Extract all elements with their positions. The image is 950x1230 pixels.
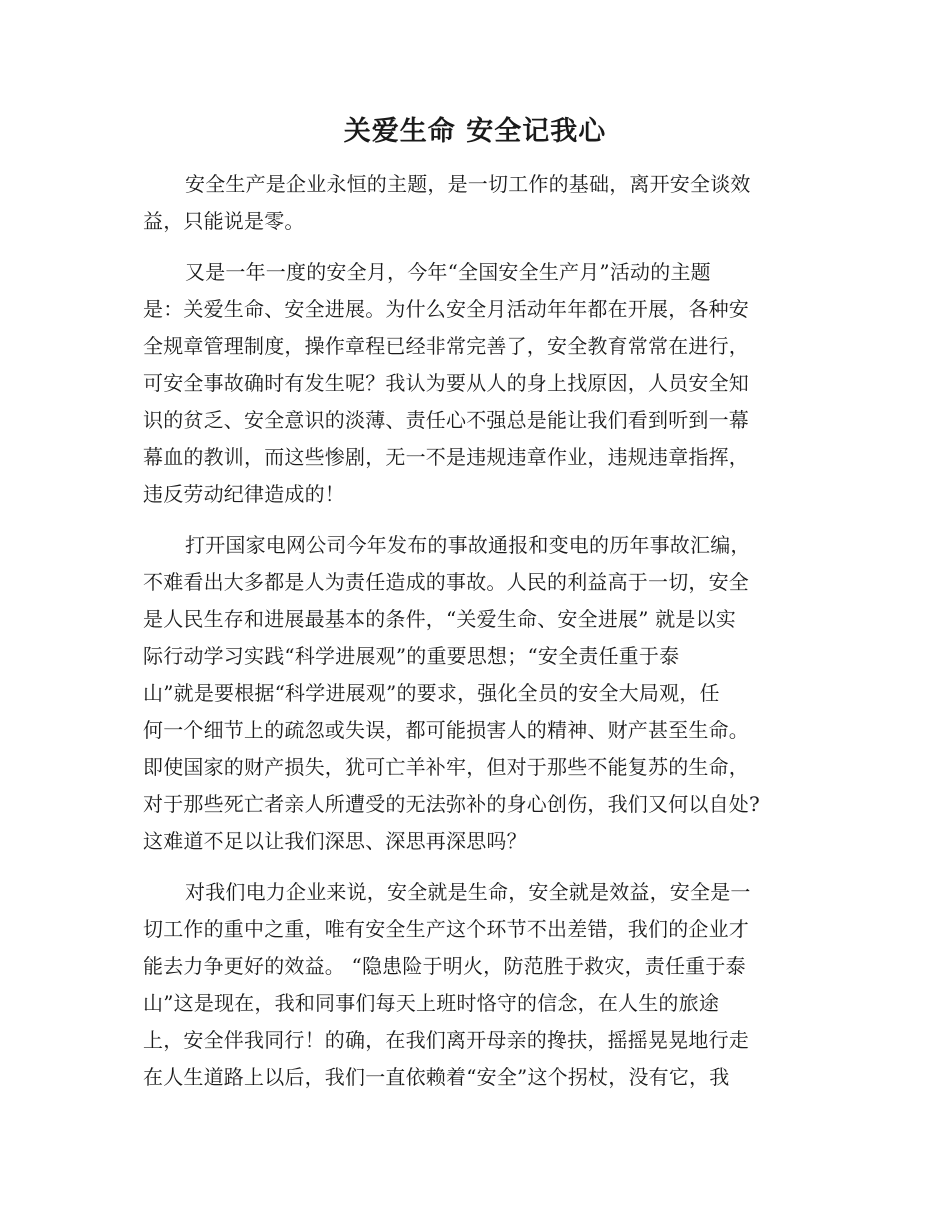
paragraph-3-line-9: 这难道不足以让我们深思、深思再深思吗？	[143, 829, 527, 853]
paragraph-2-line-3: 全规章管理制度，操作章程已经非常完善了，安全教育常常在进行，	[143, 334, 749, 358]
paragraph-4-line-2: 切工作的重中之重，唯有安全生产这个环节不出差错，我们的企业才	[143, 917, 749, 941]
paragraph-2-line-6: 幕血的教训，而这些惨剧，无一不是违规违章作业，违规违章指挥，	[143, 445, 749, 469]
paragraph-4-line-5: 上，安全伴我同行！的确，在我们离开母亲的搀扶，摇摇晃晃地行走	[143, 1028, 749, 1052]
paragraph-4-line-6: 在人生道路上以后，我们一直依赖着“安全”这个拐杖，没有它，我	[143, 1065, 730, 1089]
paragraph-3-line-7: 即使国家的财产损失，犹可亡羊补牢，但对于那些不能复苏的生命，	[143, 755, 749, 779]
paragraph-1-line-2: 益，只能说是零。	[143, 209, 305, 233]
paragraph-3-line-2: 不难看出大多都是人为责任造成的事故。人民的利益高于一切，安全	[143, 570, 749, 594]
paragraph-3-line-5: 山”就是要根据“科学进展观”的要求，强化全员的安全大局观，任	[143, 681, 720, 705]
paragraph-2-line-7: 违反劳动纪律造成的！	[143, 482, 345, 506]
paragraph-4-line-1: 对我们电力企业来说，安全就是生命，安全就是效益，安全是一	[185, 880, 751, 904]
paragraph-2-line-1: 又是一年一度的安全月，今年“全国安全生产月”活动的主题	[185, 260, 711, 284]
paragraph-4-line-4: 山”这是现在，我和同事们每天上班时恪守的信念，在人生的旅途	[143, 991, 720, 1015]
paragraph-3-line-6: 何一个细节上的疏忽或失误，都可能损害人的精神、财产甚至生命。	[143, 718, 749, 742]
paragraph-2-line-5: 识的贫乏、安全意识的淡薄、责任心不强总是能让我们看到听到一幕	[143, 408, 749, 432]
document-title: 关爱生命 安全记我心	[343, 116, 607, 147]
paragraph-3-line-4: 际行动学习实践“科学进展观”的重要思想；“安全责任重于泰	[143, 644, 680, 668]
paragraph-3-line-8: 对于那些死亡者亲人所遭受的无法弥补的身心创伤，我们又何以自处?	[143, 792, 760, 816]
paragraph-3-line-3: 是人民生存和进展最基本的条件，“关爱生命、安全进展” 就是以实	[143, 607, 737, 631]
paragraph-3-line-1: 打开国家电网公司今年发布的事故通报和变电的历年事故汇编，	[185, 533, 751, 557]
paragraph-1-line-1: 安全生产是企业永恒的主题，是一切工作的基础，离开安全谈效	[185, 172, 751, 196]
paragraph-4-line-3: 能去力争更好的效益。 “隐患险于明火，防范胜于救灾，责任重于泰	[143, 954, 746, 978]
paragraph-2-line-4: 可安全事故确时有发生呢？我认为要从人的身上找原因，人员安全知	[143, 371, 749, 395]
paragraph-2-line-2: 是：关爱生命、安全进展。为什么安全月活动年年都在开展，各种安	[143, 297, 749, 321]
